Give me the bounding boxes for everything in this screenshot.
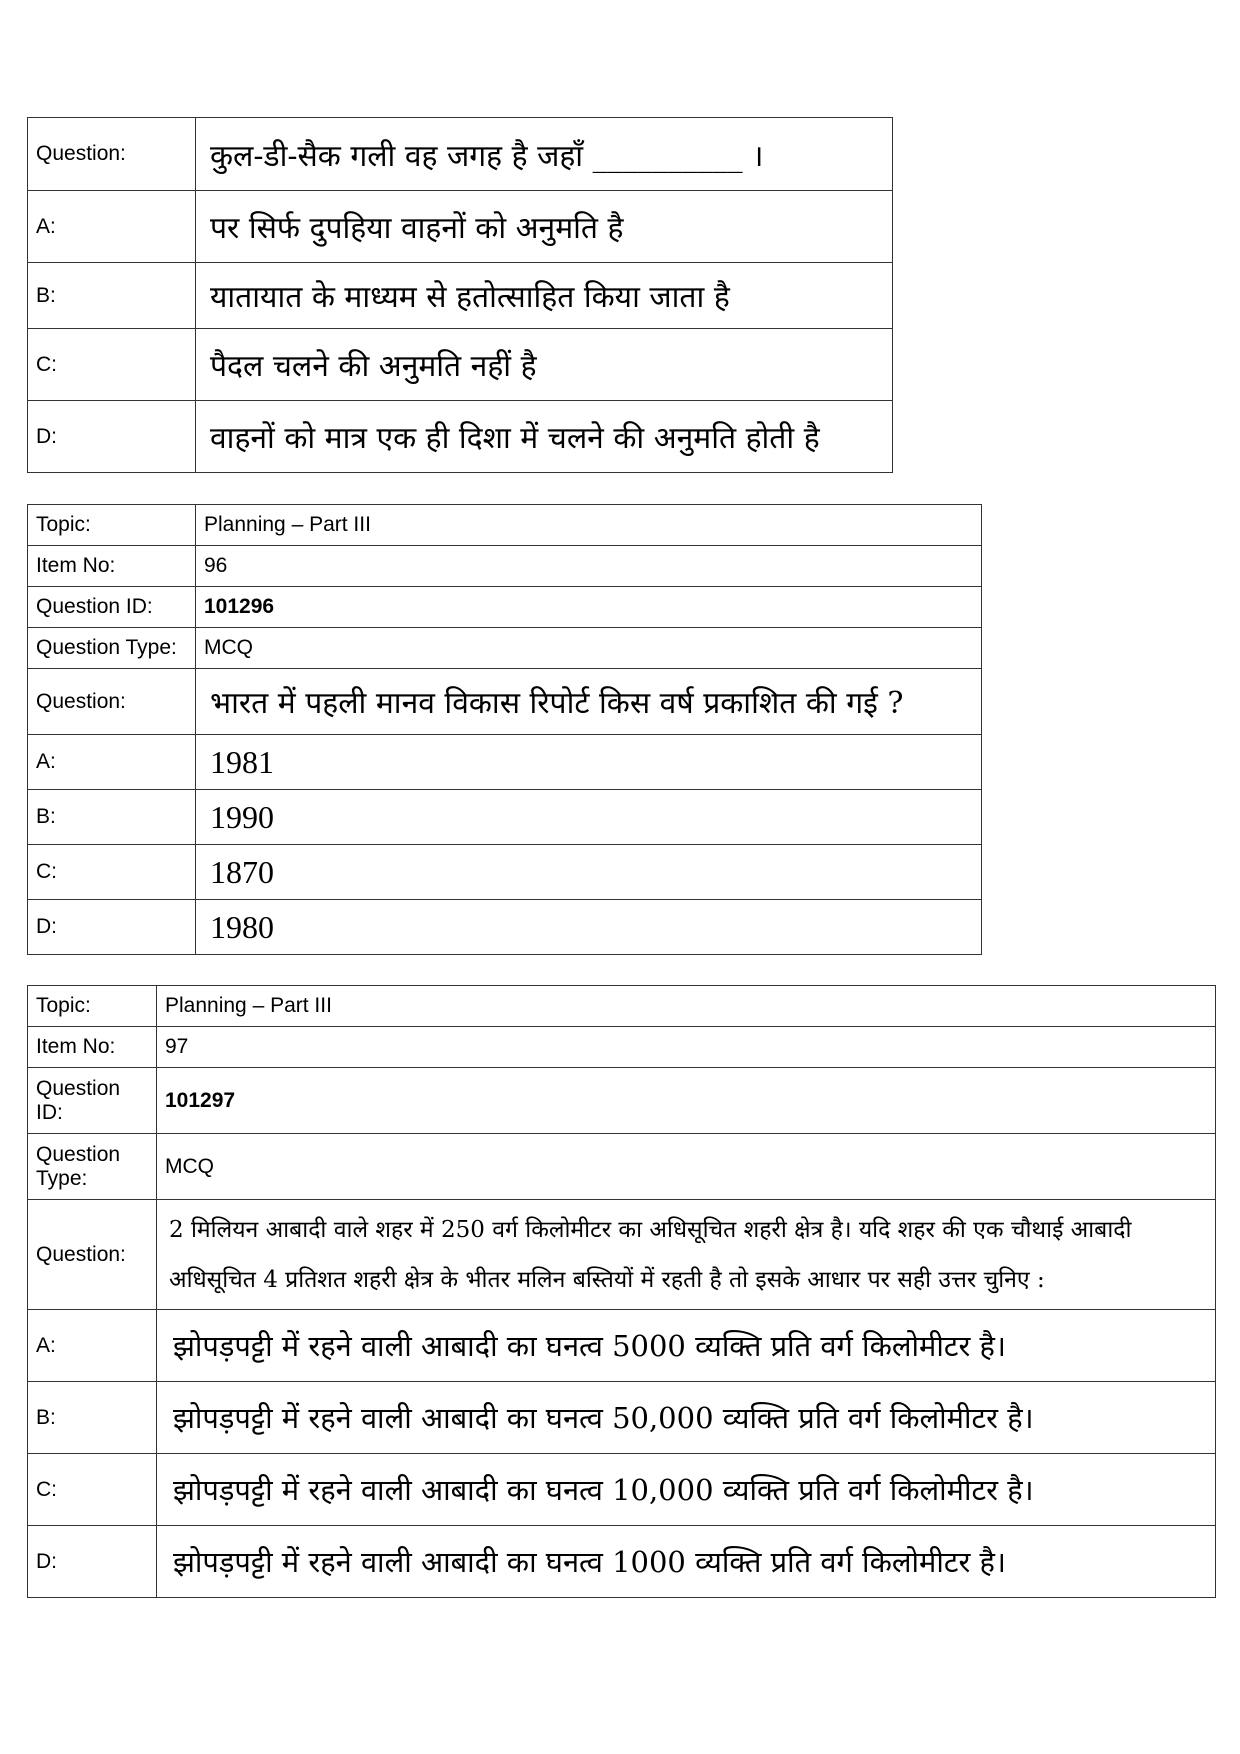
question-row <box>28 118 893 191</box>
item-row <box>28 1027 1216 1068</box>
option-text: 1870 <box>196 845 982 900</box>
option-text: झोपड़पट्टी में रहने वाली आबादी का घनत्व 10,000 व्यक्ति प्रति वर्ग किलोमीटर है। <box>157 1454 1216 1526</box>
question-table-item-96 <box>27 504 982 955</box>
question-type-value: MCQ <box>157 1134 1216 1200</box>
option-label: B: <box>28 790 196 845</box>
question-id-label: Question ID: <box>28 1068 157 1134</box>
item-label: Item No: <box>28 1027 157 1068</box>
option-row-d <box>28 1526 1216 1598</box>
topic-row <box>28 986 1216 1027</box>
option-label: D: <box>28 900 196 955</box>
question-id-value: 101296 <box>204 595 275 618</box>
option-text: झोपड़पट्टी में रहने वाली आबादी का घनत्व 5000 व्यक्ति प्रति वर्ग किलोमीटर है। <box>157 1310 1216 1382</box>
question-type-row <box>28 1134 1216 1200</box>
option-text: वाहनों को मात्र एक ही दिशा में चलने की अनुमति होती है <box>196 401 893 473</box>
question-type-label: Question Type: <box>28 628 196 669</box>
question-text: 2 मिलियन आबादी वाले शहर में 250 वर्ग किलोमीटर का अधिसूचित शहरी क्षेत्र है। यदि शहर की एक चौथाई आबादी अधिसूचित 4 प्रतिशत शहरी क्षेत्र के भीतर मलिन बस्तियों में रहती है तो इसके आधार पर सही उत्तर चुनिए : <box>157 1200 1216 1310</box>
option-text: पैदल चलने की अनुमति नहीं है <box>196 329 893 401</box>
question-text: कुल-डी-सैक गली वह जगह है जहाँ __________ । <box>196 118 893 191</box>
question-type-label: Question Type: <box>28 1134 157 1200</box>
option-row-a <box>28 191 893 263</box>
option-label: A: <box>28 1310 157 1382</box>
topic-row <box>28 505 982 546</box>
option-text: 1981 <box>196 735 982 790</box>
option-row-d <box>28 401 893 473</box>
option-row-b <box>28 263 893 329</box>
question-type-value: MCQ <box>196 628 982 669</box>
option-label: C: <box>28 329 196 401</box>
option-text: झोपड़पट्टी में रहने वाली आबादी का घनत्व 50,000 व्यक्ति प्रति वर्ग किलोमीटर है। <box>157 1382 1216 1454</box>
option-label: C: <box>28 1454 157 1526</box>
option-label: B: <box>28 263 196 329</box>
option-row-d <box>28 900 982 955</box>
question-id-row <box>28 1068 1216 1134</box>
question-type-row <box>28 628 982 669</box>
question-label: Question: <box>28 669 196 735</box>
option-row-c <box>28 329 893 401</box>
option-label: D: <box>28 1526 157 1598</box>
question-id-label: Question ID: <box>28 587 196 628</box>
option-row-a <box>28 1310 1216 1382</box>
item-row <box>28 546 982 587</box>
item-label: Item No: <box>28 546 196 587</box>
question-text: भारत में पहली मानव विकास रिपोर्ट किस वर्ष प्रकाशित की गई ? <box>196 669 982 735</box>
option-label: C: <box>28 845 196 900</box>
question-table-previous <box>27 117 893 473</box>
option-text: यातायात के माध्यम से हतोत्साहित किया जाता है <box>196 263 893 329</box>
item-value: 97 <box>157 1027 1216 1068</box>
topic-label: Topic: <box>28 986 157 1027</box>
option-label: D: <box>28 401 196 473</box>
option-row-a <box>28 735 982 790</box>
option-row-c <box>28 1454 1216 1526</box>
option-text: झोपड़पट्टी में रहने वाली आबादी का घनत्व 1000 व्यक्ति प्रति वर्ग किलोमीटर है। <box>157 1526 1216 1598</box>
topic-label: Topic: <box>28 505 196 546</box>
option-text: पर सिर्फ दुपहिया वाहनों को अनुमति है <box>196 191 893 263</box>
question-id-value: 101297 <box>165 1088 236 1112</box>
topic-value: Planning – Part III <box>157 986 1216 1027</box>
question-row <box>28 1200 1216 1310</box>
question-id-row <box>28 587 982 628</box>
option-row-b <box>28 1382 1216 1454</box>
item-value: 96 <box>196 546 982 587</box>
question-row <box>28 669 982 735</box>
question-label: Question: <box>28 118 196 191</box>
option-row-b <box>28 790 982 845</box>
option-label: A: <box>28 191 196 263</box>
topic-value: Planning – Part III <box>196 505 982 546</box>
option-label: B: <box>28 1382 157 1454</box>
option-text: 1980 <box>196 900 982 955</box>
question-label: Question: <box>28 1200 157 1310</box>
question-table-item-97 <box>27 985 1216 1598</box>
option-label: A: <box>28 735 196 790</box>
option-text: 1990 <box>196 790 982 845</box>
option-row-c <box>28 845 982 900</box>
